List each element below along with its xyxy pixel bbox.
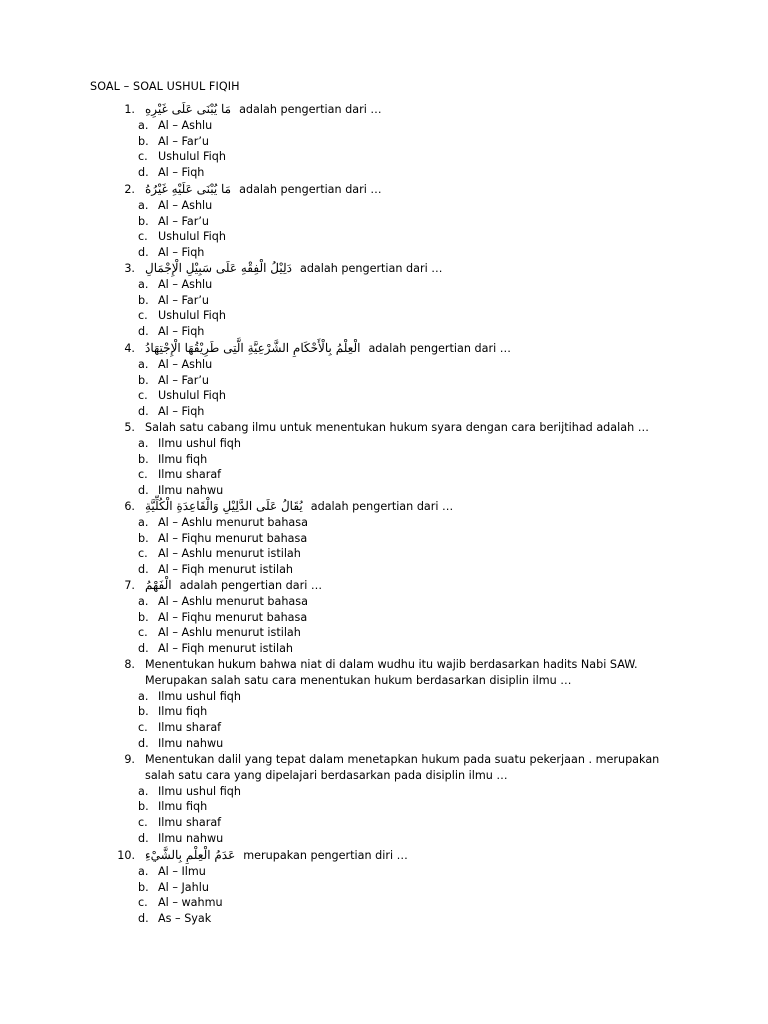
answer-option — [110, 880, 670, 896]
answer-option — [110, 610, 670, 626]
option-text: Ushulul Fiqh — [158, 309, 226, 323]
option-letter: b. — [138, 293, 149, 307]
option-text: Al – Fiqhu menurut bahasa — [158, 610, 308, 624]
option-text: Al – Ashlu — [158, 198, 213, 212]
option-letter: a. — [138, 118, 149, 132]
question-number: 1. — [124, 103, 135, 116]
option-text: Ilmu sharaf — [158, 816, 222, 830]
option-letter: a. — [138, 594, 149, 608]
question-number: 6. — [124, 500, 135, 513]
question-text: adalah pengertian dari … — [368, 342, 511, 355]
option-letter: d. — [138, 325, 149, 339]
option-letter: c. — [138, 626, 148, 640]
answer-option — [110, 404, 670, 420]
answer-option — [110, 388, 670, 404]
question-item — [110, 341, 670, 420]
question-line — [110, 341, 670, 357]
option-text: Al – Far’u — [158, 373, 209, 387]
option-text: Ilmu ushul fiqh — [158, 784, 241, 798]
answer-option — [110, 720, 670, 736]
option-text: Al – Ashlu menurut bahasa — [158, 515, 308, 529]
answer-option — [110, 815, 670, 831]
option-letter: b. — [138, 800, 149, 814]
question-number: 4. — [124, 342, 135, 355]
option-text: Ilmu nahwu — [158, 831, 224, 845]
option-text: Al – Far’u — [158, 134, 209, 148]
option-text: Al – Fiqhu menurut bahasa — [158, 531, 308, 545]
option-text: Al – Fiqh menurut istilah — [158, 563, 294, 577]
option-text: Al – Far’u — [158, 293, 209, 307]
option-letter: c. — [138, 230, 148, 244]
option-text: Al – Fiqh menurut istilah — [158, 642, 294, 656]
arabic-phrase: مَا يُبْنَى عَلَيْهِ غَيْرُهُ — [145, 182, 232, 196]
answer-option — [110, 546, 670, 562]
option-letter: b. — [138, 880, 149, 894]
option-letter: b. — [138, 610, 149, 624]
question-number: 5. — [124, 421, 135, 434]
question-item — [110, 182, 670, 261]
question-text-continuation: Merupakan salah satu cara menentukan hukum berdasarkan disiplin ilmu … — [145, 673, 572, 687]
answer-option — [110, 531, 670, 547]
option-letter: a. — [138, 436, 149, 450]
answer-option — [110, 864, 670, 880]
question-line — [110, 102, 670, 118]
option-letter: d. — [138, 166, 149, 180]
option-letter: c. — [138, 896, 148, 910]
option-letter: d. — [138, 484, 149, 498]
question-item — [110, 420, 670, 499]
question-item — [110, 499, 670, 578]
arabic-phrase: مَا يُبْنَى عَلَى غَيْرِهِ — [145, 102, 232, 116]
option-text: Al – Ashlu menurut istilah — [158, 626, 301, 640]
answer-option — [110, 704, 670, 720]
answer-option — [110, 911, 670, 927]
question-line — [110, 657, 670, 673]
option-letter: d. — [138, 246, 149, 260]
answer-option — [110, 277, 670, 293]
question-number: 10. — [117, 849, 135, 862]
option-text: Ilmu fiqh — [158, 705, 208, 719]
option-text: Ilmu fiqh — [158, 452, 208, 466]
option-text: Ilmu ushul fiqh — [158, 689, 241, 703]
option-text: Ilmu nahwu — [158, 736, 224, 750]
answer-option — [110, 515, 670, 531]
option-text: Al – Ashlu — [158, 357, 213, 371]
option-text: Al – Jahlu — [158, 880, 209, 894]
answer-option — [110, 134, 670, 150]
answer-option — [110, 594, 670, 610]
option-text: Al – Far’u — [158, 214, 209, 228]
option-letter: b. — [138, 134, 149, 148]
answer-option — [110, 467, 670, 483]
answer-option — [110, 149, 670, 165]
answer-option — [110, 229, 670, 245]
question-line — [110, 182, 670, 198]
question-line — [110, 261, 670, 277]
answer-option — [110, 357, 670, 373]
option-text: Al – Ashlu — [158, 118, 213, 132]
question-number: 2. — [124, 183, 135, 196]
option-text: Ilmu fiqh — [158, 800, 208, 814]
question-text: adalah pengertian dari … — [299, 262, 443, 275]
answer-option — [110, 452, 670, 468]
answer-option — [110, 324, 670, 340]
answer-option — [110, 831, 670, 847]
option-text: Al – wahmu — [158, 896, 223, 910]
option-text: Al – Ashlu — [158, 277, 213, 291]
option-letter: b. — [138, 452, 149, 466]
option-letter: d. — [138, 642, 149, 656]
option-letter: a. — [138, 864, 149, 878]
option-letter: b. — [138, 705, 149, 719]
option-letter: d. — [138, 736, 149, 750]
option-letter: c. — [138, 547, 148, 561]
option-text: Al – Fiqh — [158, 166, 205, 180]
question-text: Menentukan hukum bahwa niat di dalam wudhu itu wajib berdasarkan hadits Nabi SAW. — [145, 658, 638, 671]
option-text: Ushulul Fiqh — [158, 389, 226, 403]
answer-option — [110, 784, 670, 800]
question-text-continuation: salah satu cara yang dipelajari berdasarkan pada disiplin ilmu … — [145, 768, 508, 782]
question-line — [110, 420, 670, 436]
question-number: 9. — [124, 753, 135, 766]
option-text: Ushulul Fiqh — [158, 230, 226, 244]
option-text: Ilmu sharaf — [158, 468, 222, 482]
option-text: Al – Fiqh — [158, 246, 205, 260]
question-item — [110, 752, 670, 847]
option-letter: d. — [138, 831, 149, 845]
arabic-phrase: دَلِيْلُ الْفِقْهِ عَلَى سَبِيْلِ الْإِجْمَالِ — [145, 261, 292, 275]
answer-option — [110, 736, 670, 752]
arabic-phrase: يُقَالُ عَلَى الدَّلِيْلِ وَالْقَاعِدَةِ الْكُلِّيَّةِ — [145, 499, 303, 513]
option-letter: a. — [138, 784, 149, 798]
answer-option — [110, 198, 670, 214]
option-letter: a. — [138, 515, 149, 529]
question-item — [110, 261, 670, 340]
question-text: Salah satu cabang ilmu untuk menentukan hukum syara dengan cara berijtihad adalah … — [145, 421, 649, 434]
answer-option — [110, 373, 670, 389]
answer-option — [110, 308, 670, 324]
option-text: Al – Fiqh — [158, 405, 205, 419]
answer-option — [110, 562, 670, 578]
question-number: 3. — [124, 262, 135, 275]
option-letter: a. — [138, 277, 149, 291]
arabic-phrase: عَدَمُ الْعِلْمِ بِالشَّيْءِ — [145, 848, 236, 862]
option-letter: c. — [138, 309, 148, 323]
question-item — [110, 102, 670, 181]
option-letter: d. — [138, 912, 149, 926]
option-text: Ushulul Fiqh — [158, 150, 226, 164]
answer-option — [110, 483, 670, 499]
arabic-phrase: الْفَهْمُ — [145, 578, 172, 592]
option-letter: a. — [138, 198, 149, 212]
answer-option — [110, 689, 670, 705]
option-text: Ilmu sharaf — [158, 721, 222, 735]
option-text: Al – Fiqh — [158, 325, 205, 339]
option-letter: c. — [138, 816, 148, 830]
question-item — [110, 578, 670, 657]
answer-option — [110, 641, 670, 657]
option-text: Ilmu ushul fiqh — [158, 436, 241, 450]
option-letter: c. — [138, 150, 148, 164]
question-text: adalah pengertian dari … — [239, 103, 382, 116]
question-text: merupakan pengertian diri … — [243, 849, 408, 862]
option-letter: a. — [138, 357, 149, 371]
question-item — [110, 657, 670, 752]
arabic-phrase: الْعِلْمُ بِالْأَحْكَامِ الشَّرْعِيَّةِ الَّتِى طَرِيْقُهَا الْإِجْتِهَادُ — [145, 341, 361, 355]
question-text: adalah pengertian dari … — [310, 500, 454, 513]
option-letter: b. — [138, 214, 149, 228]
question-number: 8. — [124, 658, 135, 671]
option-letter: c. — [138, 468, 148, 482]
option-letter: d. — [138, 405, 149, 419]
answer-option — [110, 118, 670, 134]
question-line — [110, 578, 670, 594]
answer-option — [110, 625, 670, 641]
question-item — [110, 848, 670, 927]
answer-option — [110, 214, 670, 230]
question-line — [110, 848, 670, 864]
option-text: Ilmu nahwu — [158, 484, 224, 498]
question-line — [110, 499, 670, 515]
option-letter: c. — [138, 389, 148, 403]
option-letter: b. — [138, 373, 149, 387]
option-letter: a. — [138, 689, 149, 703]
answer-option — [110, 245, 670, 261]
option-text: As – Syak — [158, 912, 212, 926]
question-text: Menentukan dalil yang tepat dalam menetapkan hukum pada suatu pekerjaan . merupakan — [145, 753, 660, 766]
question-text: adalah pengertian dari … — [179, 579, 323, 592]
question-line — [110, 752, 670, 768]
answer-option — [110, 436, 670, 452]
answer-option — [110, 165, 670, 181]
option-text: Al – Ashlu menurut bahasa — [158, 594, 308, 608]
option-text: Al – Ashlu menurut istilah — [158, 547, 301, 561]
option-text: Al – Ilmu — [158, 864, 206, 878]
question-number: 7. — [124, 579, 135, 592]
option-letter: c. — [138, 721, 148, 735]
document-title: SOAL – SOAL USHUL FIQIH — [90, 80, 240, 93]
answer-option — [110, 895, 670, 911]
answer-option — [110, 293, 670, 309]
answer-option — [110, 799, 670, 815]
option-letter: b. — [138, 531, 149, 545]
question-text: adalah pengertian dari … — [239, 183, 382, 196]
option-letter: d. — [138, 563, 149, 577]
